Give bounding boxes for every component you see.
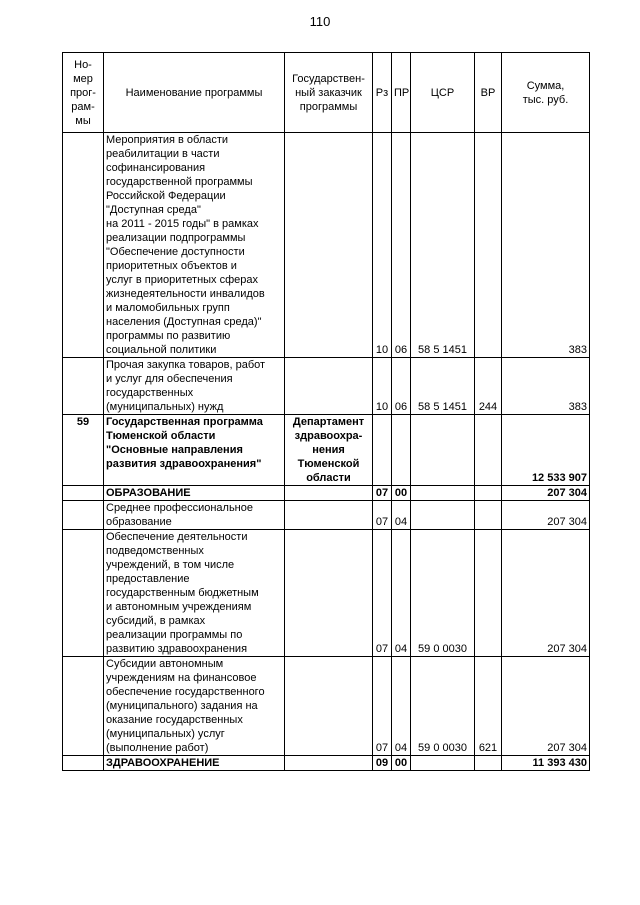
cell-pr: 06 bbox=[392, 358, 411, 415]
cell-csr bbox=[411, 501, 475, 530]
cell-rz: 10 bbox=[373, 133, 392, 358]
cell-rz: 09 bbox=[373, 756, 392, 771]
cell-customer bbox=[285, 657, 373, 756]
header-rz: Рз bbox=[373, 53, 392, 133]
cell-name: ЗДРАВООХРАНЕНИЕ bbox=[104, 756, 285, 771]
cell-csr bbox=[411, 756, 475, 771]
cell-name: Среднее профессиональное образование bbox=[104, 501, 285, 530]
cell-number bbox=[63, 358, 104, 415]
cell-csr: 59 0 0030 bbox=[411, 530, 475, 657]
table-row bbox=[63, 358, 590, 415]
header-program-name: Наименование программы bbox=[104, 53, 285, 133]
cell-rz: 10 bbox=[373, 358, 392, 415]
cell-rz bbox=[373, 415, 392, 486]
cell-number bbox=[63, 501, 104, 530]
table-header-row bbox=[63, 53, 590, 133]
cell-name: Мероприятия в области реабилитации в части софинансирования государственной программы Российской Федерации "Доступная среда" на 2011 - 2015 годы" в рамках реализации подпрограммы "Обеспечение доступности приоритетных объектов и услуг в приоритетных сферах жизнедеятельности инвалидов и маломобильных групп населения (Доступная среда)" программы по развитию социальной политики bbox=[104, 133, 285, 358]
header-csr: ЦСР bbox=[411, 53, 475, 133]
cell-sum: 383 bbox=[502, 133, 590, 358]
cell-sum: 207 304 bbox=[502, 530, 590, 657]
cell-customer bbox=[285, 133, 373, 358]
cell-rz: 07 bbox=[373, 530, 392, 657]
cell-rz: 07 bbox=[373, 501, 392, 530]
cell-vr bbox=[475, 530, 502, 657]
cell-vr bbox=[475, 415, 502, 486]
cell-number bbox=[63, 530, 104, 657]
cell-vr: 621 bbox=[475, 657, 502, 756]
cell-rz: 07 bbox=[373, 486, 392, 501]
cell-sum: 11 393 430 bbox=[502, 756, 590, 771]
cell-customer bbox=[285, 358, 373, 415]
cell-sum: 383 bbox=[502, 358, 590, 415]
cell-csr: 59 0 0030 bbox=[411, 657, 475, 756]
table-row bbox=[63, 415, 590, 486]
header-sum: Сумма, тыс. руб. bbox=[502, 53, 590, 133]
header-pr: ПР bbox=[392, 53, 411, 133]
table-row bbox=[63, 486, 590, 501]
header-program-number: Но- мер прог- рам- мы bbox=[63, 53, 104, 133]
cell-pr: 00 bbox=[392, 756, 411, 771]
cell-vr bbox=[475, 133, 502, 358]
cell-number bbox=[63, 756, 104, 771]
header-customer: Государствен- ный заказчик программы bbox=[285, 53, 373, 133]
cell-pr: 00 bbox=[392, 486, 411, 501]
cell-number: 59 bbox=[63, 415, 104, 486]
cell-customer: Департамент здравоохра- нения Тюменской области bbox=[285, 415, 373, 486]
cell-name: Обеспечение деятельности подведомственных учреждений, в том числе предоставление государственным бюджетным и автономным учреждениям субсидий, в рамках реализации программы по развитию здравоохранения bbox=[104, 530, 285, 657]
header-vr: ВР bbox=[475, 53, 502, 133]
table-row bbox=[63, 530, 590, 657]
cell-pr: 06 bbox=[392, 133, 411, 358]
cell-pr bbox=[392, 415, 411, 486]
cell-customer bbox=[285, 530, 373, 657]
cell-sum: 207 304 bbox=[502, 486, 590, 501]
cell-pr: 04 bbox=[392, 530, 411, 657]
cell-sum: 12 533 907 bbox=[502, 415, 590, 486]
cell-pr: 04 bbox=[392, 657, 411, 756]
cell-rz: 07 bbox=[373, 657, 392, 756]
cell-vr bbox=[475, 501, 502, 530]
budget-table bbox=[62, 52, 590, 771]
table-row bbox=[63, 133, 590, 358]
cell-vr bbox=[475, 486, 502, 501]
cell-name: Прочая закупка товаров, работ и услуг для обеспечения государственных (муниципальных) нужд bbox=[104, 358, 285, 415]
cell-sum: 207 304 bbox=[502, 501, 590, 530]
cell-sum: 207 304 bbox=[502, 657, 590, 756]
cell-vr bbox=[475, 756, 502, 771]
cell-number bbox=[63, 486, 104, 501]
cell-name: Государственная программа Тюменской области "Основные направления развития здравоохранения" bbox=[104, 415, 285, 486]
cell-customer bbox=[285, 756, 373, 771]
cell-number bbox=[63, 657, 104, 756]
table-row bbox=[63, 501, 590, 530]
page-number: 110 bbox=[309, 14, 331, 29]
table-row bbox=[63, 756, 590, 771]
cell-pr: 04 bbox=[392, 501, 411, 530]
cell-name: Субсидии автономным учреждениям на финансовое обеспечение государственного (муниципального) задания на оказание государственных (муниципальных) услуг (выполнение работ) bbox=[104, 657, 285, 756]
cell-name: ОБРАЗОВАНИЕ bbox=[104, 486, 285, 501]
cell-csr bbox=[411, 415, 475, 486]
cell-csr bbox=[411, 486, 475, 501]
cell-customer bbox=[285, 486, 373, 501]
table-row bbox=[63, 657, 590, 756]
cell-vr: 244 bbox=[475, 358, 502, 415]
cell-csr: 58 5 1451 bbox=[411, 358, 475, 415]
cell-customer bbox=[285, 501, 373, 530]
cell-csr: 58 5 1451 bbox=[411, 133, 475, 358]
cell-number bbox=[63, 133, 104, 358]
